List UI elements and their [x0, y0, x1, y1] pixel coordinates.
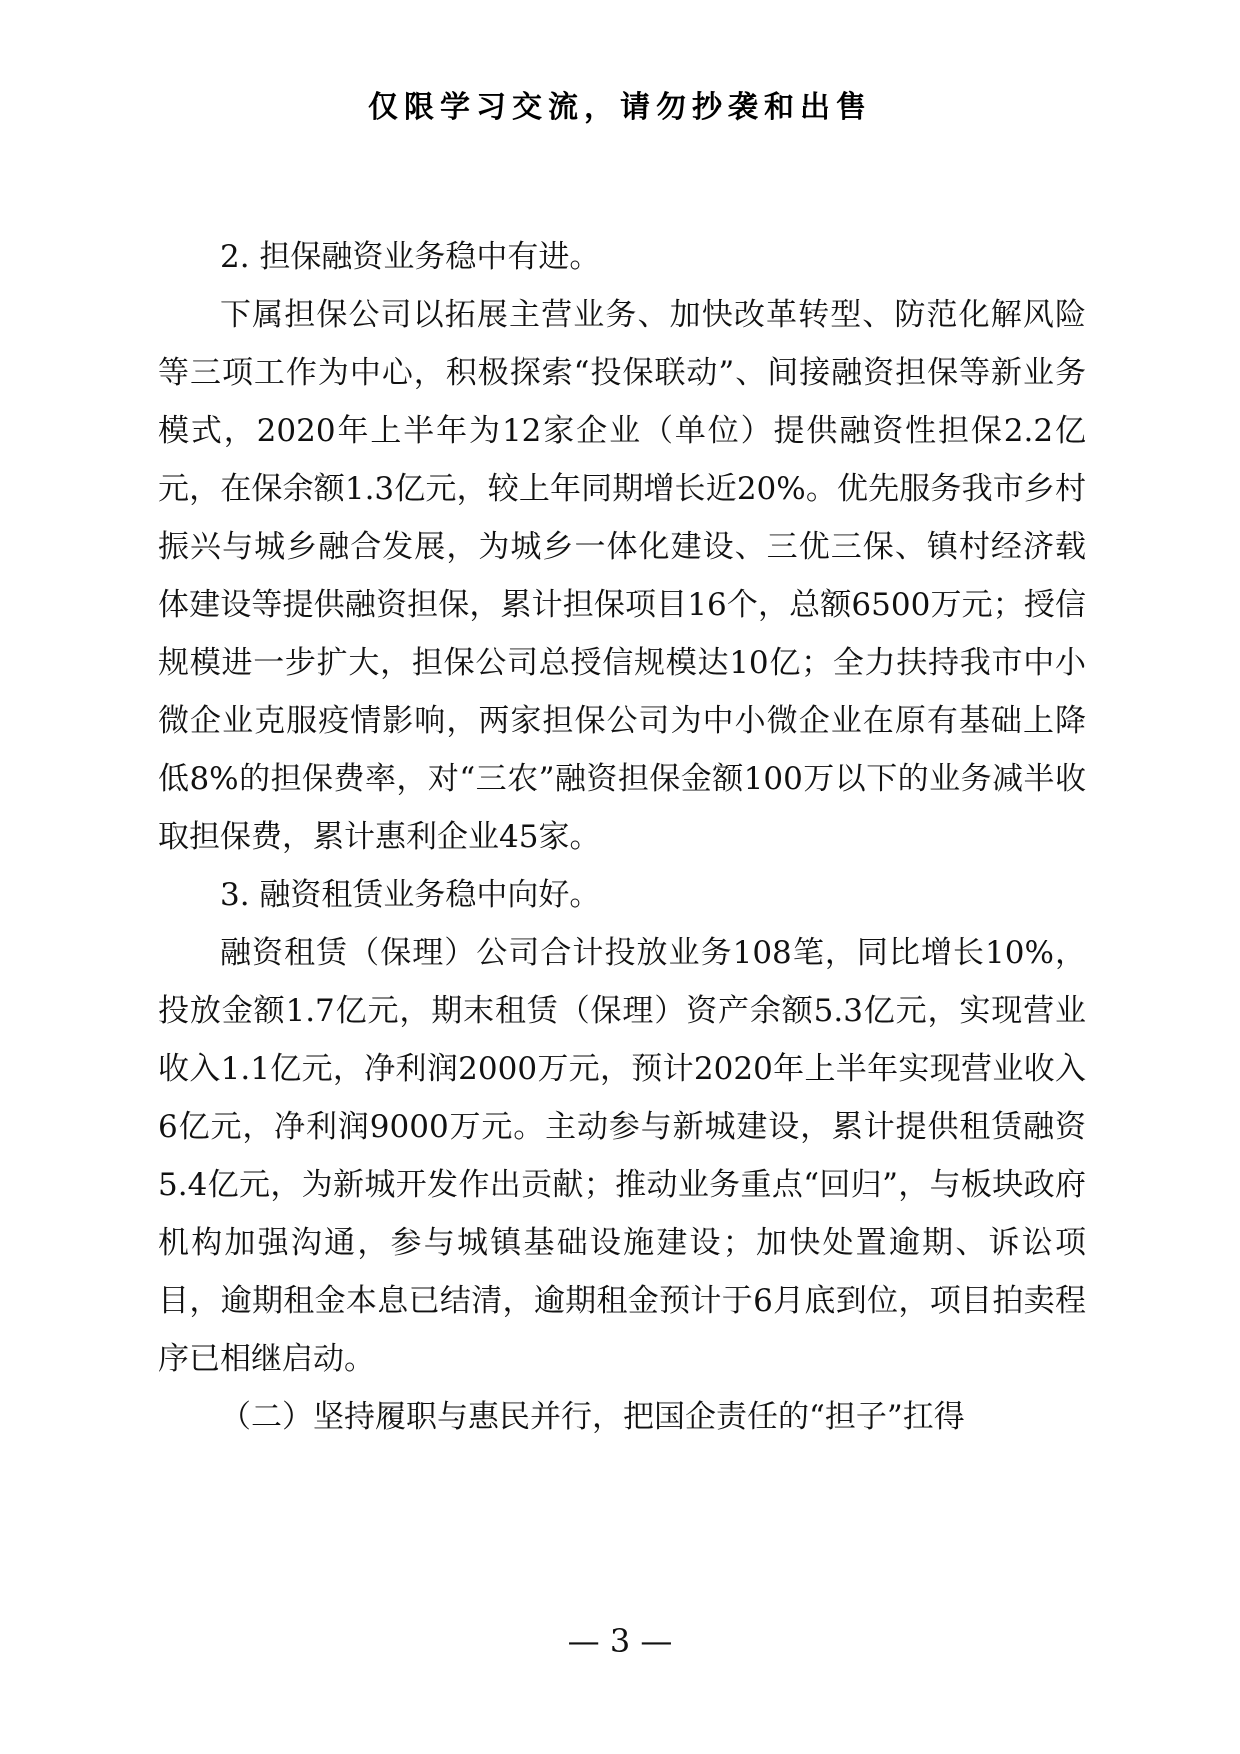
header-watermark: 仅限学习交流，请勿抄袭和出售 [368, 90, 872, 125]
section-heading-duty: （二）坚持履职与惠民并行，把国企责任的“担子”扛得 [220, 1399, 965, 1435]
paragraph-guarantee: 下属担保公司以拓展主营业务、加快改革转型、防范化解风险等三项工作为中心，积极探索“投保联动”、间接融资担保等新业务模式，2020年上半年为12家企业（单位）提供融资性担保2.2亿元，在保余额1.3亿元，较上年同期增长近20%。优先服务我市乡村振兴与城乡融合发展，为城乡一体化建设、三优三保、镇村经济载体建设等提供融资担保，累计担保项目16个，总额6500万元；授信规模进一步扩大，担保公司总授信规模达10亿；全力扶持我市中小微企业克服疫情影响，两家担保公司为中小微企业在原有基础上降低8%的担保费率，对“三农”融资担保金额100万以下的业务减半收取担保费，累计惠利企业45家。 [158, 297, 1086, 855]
paragraph-leasing: 融资租赁（保理）公司合计投放业务108笔，同比增长10%，投放金额1.7亿元，期末租赁（保理）资产余额5.3亿元，实现营业收入1.1亿元，净利润2000万元，预计2020年上半年实现营业收入6亿元，净利润9000万元。主动参与新城建设，累计提供租赁融资5.4亿元，为新城开发作出贡献；推动业务重点“回归”，与板块政府机构加强沟通，参与城镇基础设施建设；加快处置逾期、诉讼项目，逾期租金本息已结清，逾期租金预计于6月底到位，项目拍卖程序已相继启动。 [158, 935, 1086, 1377]
section-heading-leasing: 3. 融资租赁业务稳中向好。 [220, 877, 601, 913]
page-number: — 3 — [567, 1622, 673, 1660]
body-text [158, 228, 1086, 1446]
section-heading-guarantee: 2. 担保融资业务稳中有进。 [220, 239, 601, 275]
